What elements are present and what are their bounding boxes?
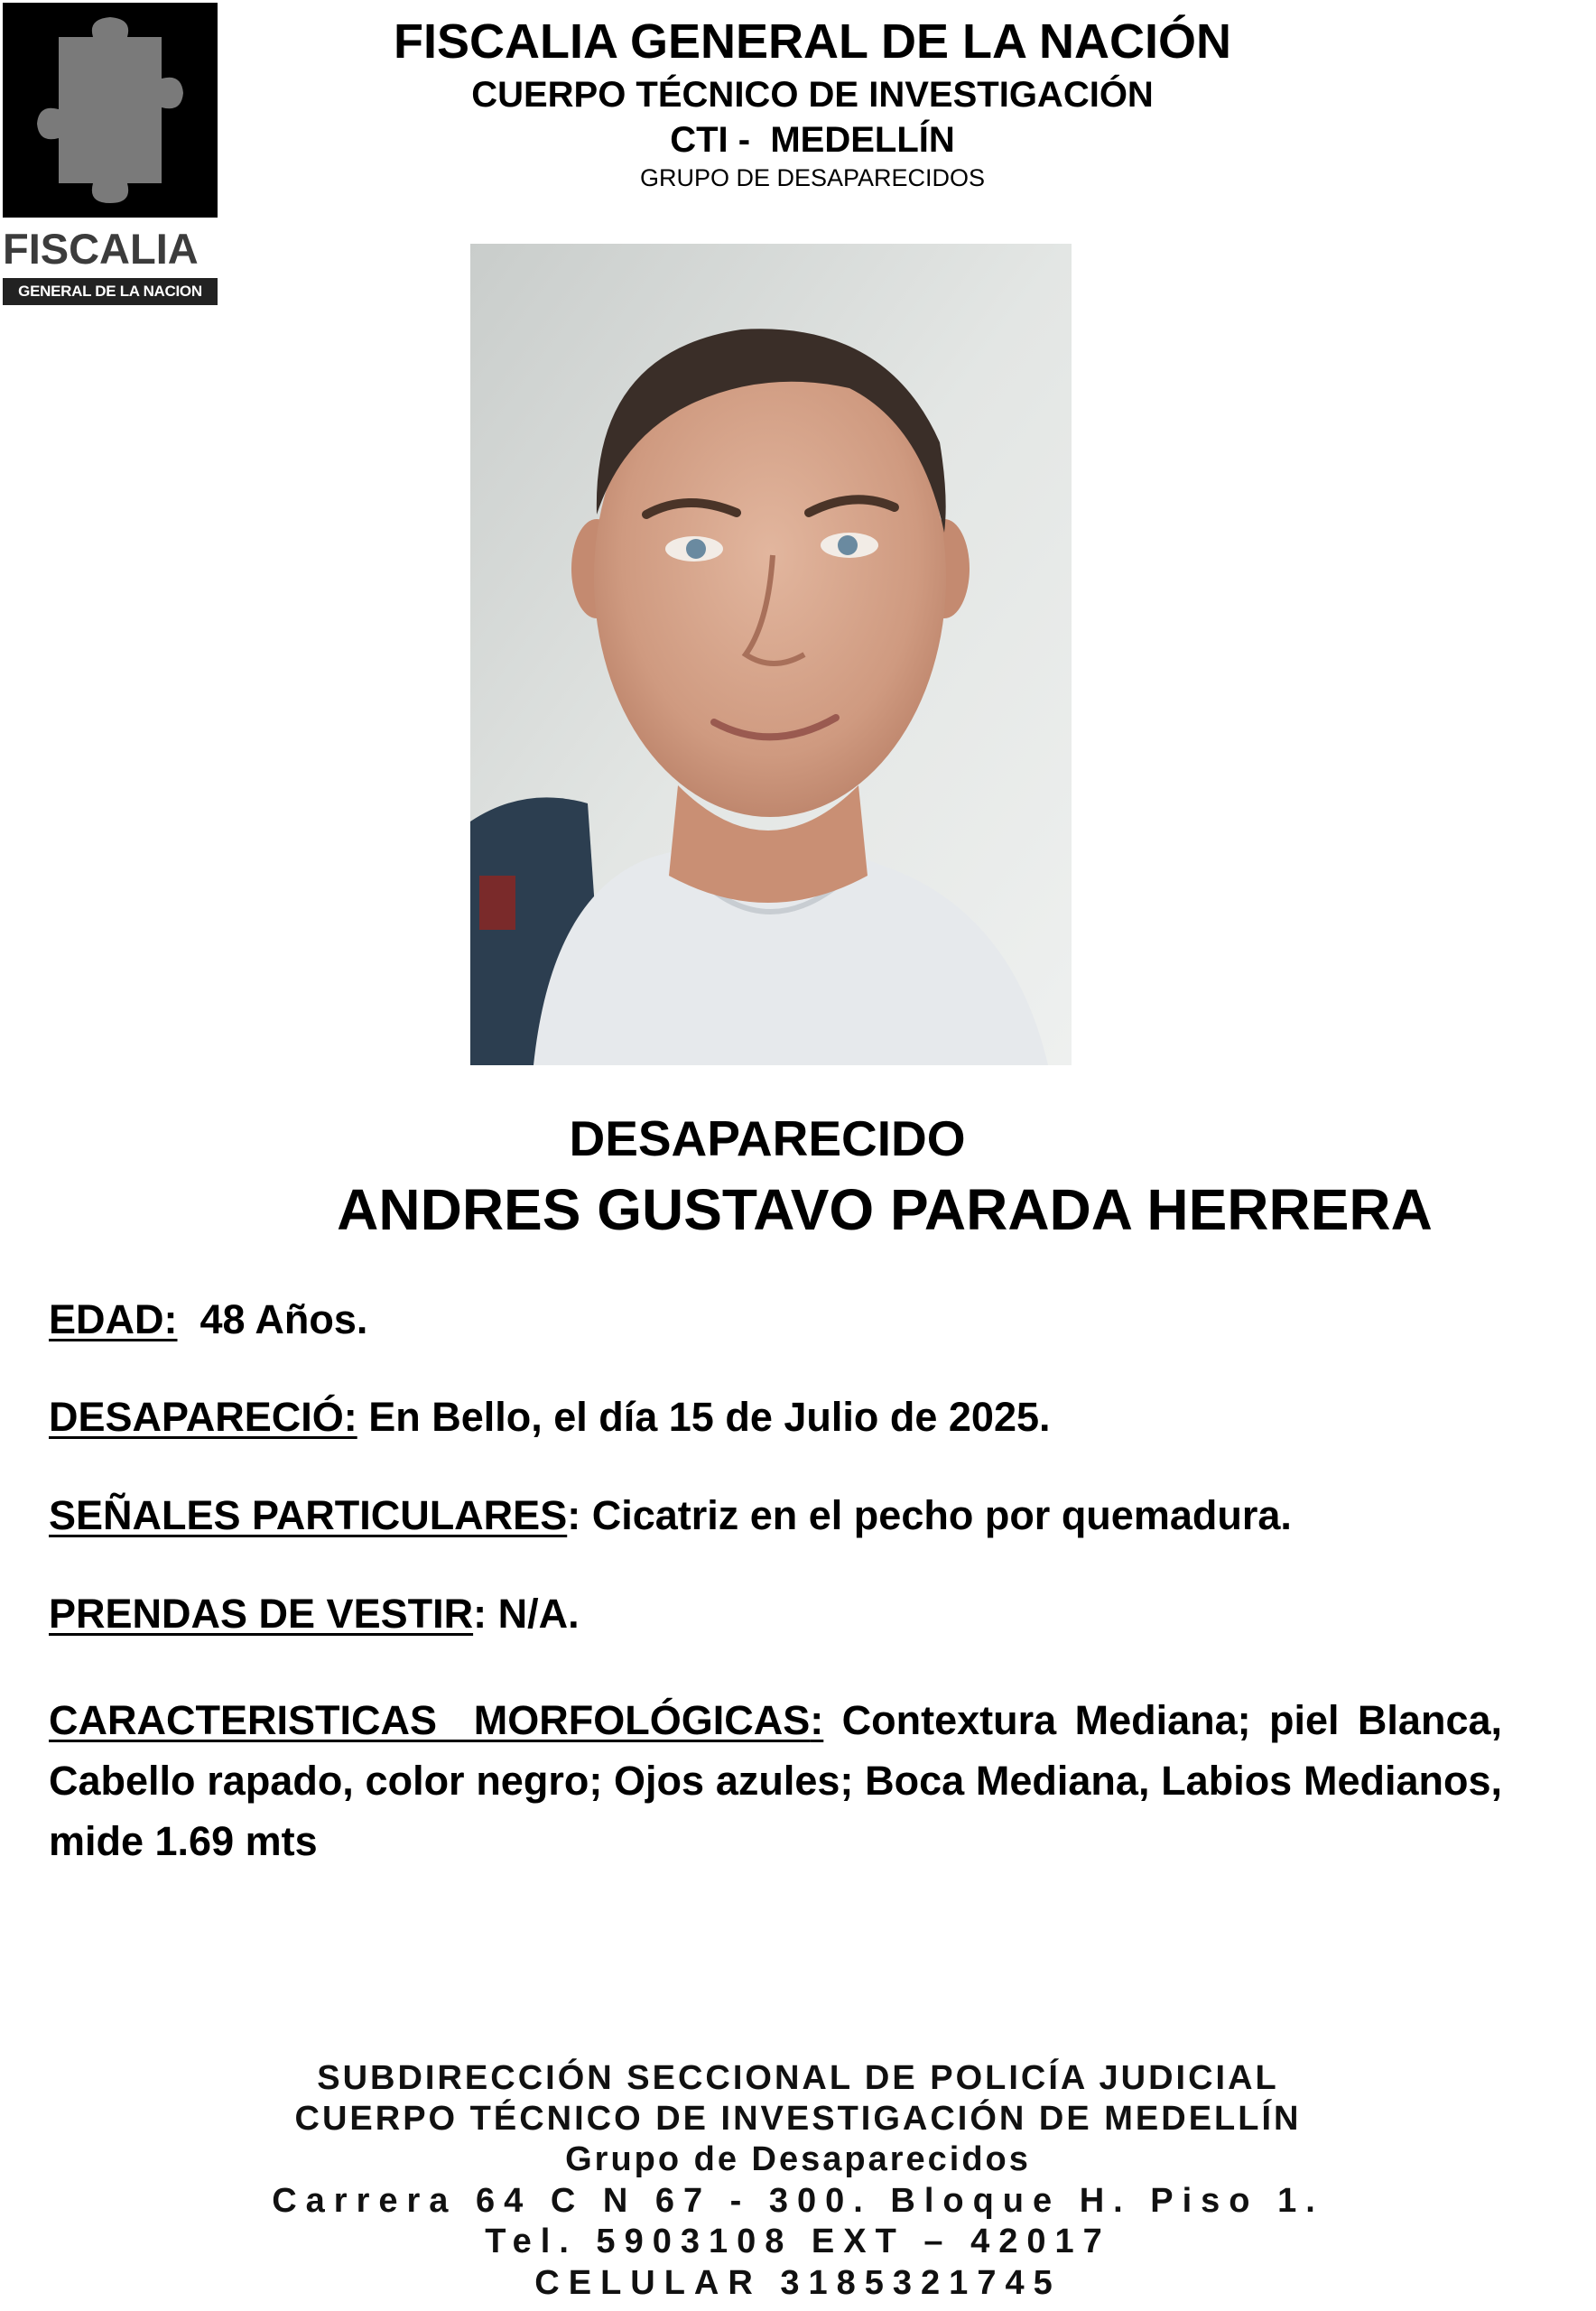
fiscalia-logo [0,0,221,307]
field-desaparecio [49,1387,1502,1447]
puzzle-piece-icon [3,3,218,218]
field-caracteristicas-sep: : [810,1697,824,1743]
header-title: FISCALIA GENERAL DE LA NACIÓN [393,14,1232,69]
field-desaparecio-value: En Bello, el día 15 de Julio de 2025. [357,1394,1051,1440]
field-caracteristicas-value: Contextura Mediana; piel Blanca, Cabello rapado, color negro; Ojos azules; Boca Mediana, Labios Medianos, mide 1.69 mts [49,1697,1502,1864]
field-desaparecio-label: DESAPARECIÓ: [49,1394,357,1440]
field-prendas-label: PRENDAS DE VESTIR [49,1591,474,1637]
header-subtitle: CUERPO TÉCNICO DE INVESTIGACIÓN [471,75,1154,115]
field-edad [49,1289,1502,1350]
logo-wordmark: FISCALIA [3,225,199,273]
field-edad-value: 48 Años. [177,1296,368,1342]
footer-phone: Tel. 5903108 EXT – 42017 [485,2223,1111,2260]
field-senales-label: SEÑALES PARTICULARES [49,1492,568,1538]
missing-person-photo [470,244,1072,1065]
status-heading: DESAPARECIDO [569,1110,966,1166]
header-group: GRUPO DE DESAPARECIDOS [639,164,986,191]
field-caracteristicas [49,1690,1502,1871]
portrait-image [470,244,1072,1065]
header-city: CTI - MEDELLÍN [670,120,955,160]
footer-line-cti: CUERPO TÉCNICO DE INVESTIGACIÓN DE MEDELLÍN [294,2100,1302,2138]
field-caracteristicas-label: CARACTERISTICAS MORFOLÓGICAS [49,1697,811,1743]
footer-mobile: CELULAR 3185321745 [534,2264,1062,2302]
field-edad-label: EDAD: [49,1296,178,1342]
field-senales [49,1485,1502,1545]
footer-line-subdireccion: SUBDIRECCIÓN SECCIONAL DE POLICÍA JUDICIAL [317,2059,1279,2097]
field-prendas-value: : N/A. [473,1591,580,1637]
footer-line-grupo: Grupo de Desaparecidos [565,2140,1031,2178]
field-prendas [49,1583,1502,1644]
field-senales-value: : Cicatriz en el pecho por quemadura. [567,1492,1292,1538]
person-name: ANDRES GUSTAVO PARADA HERRERA [337,1177,1433,1242]
footer-address: Carrera 64 C N 67 - 300. Bloque H. Piso 1. [272,2182,1324,2220]
logo-band: GENERAL DE LA NACION [3,278,218,305]
